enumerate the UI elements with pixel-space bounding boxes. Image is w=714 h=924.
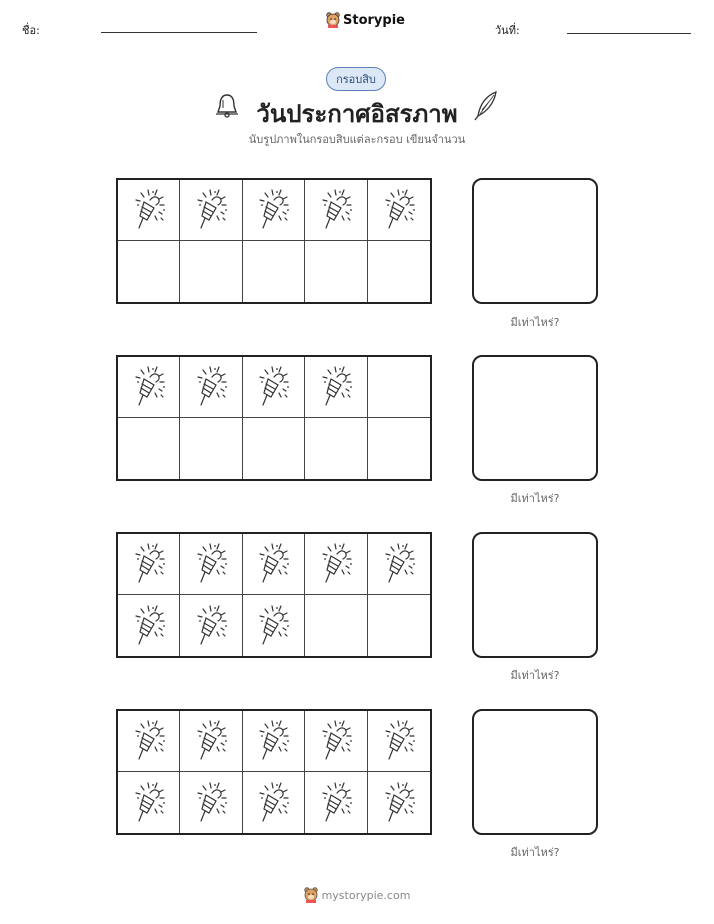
- firework-rocket-icon: [380, 717, 418, 765]
- firework-rocket-icon: [254, 602, 292, 650]
- worksheet-badge: กรอบสิบ: [326, 67, 386, 91]
- footer: [0, 887, 714, 903]
- frame-cell: [243, 180, 305, 241]
- answer-box-3[interactable]: [472, 532, 598, 658]
- frame-cell: [180, 595, 242, 656]
- frame-cell: [243, 241, 305, 302]
- firework-rocket-icon: [317, 363, 355, 411]
- date-line[interactable]: [567, 33, 691, 34]
- footer-url: mystorypie.com: [321, 888, 411, 902]
- date-label: วันที่:: [495, 24, 520, 37]
- firework-rocket-icon: [130, 717, 168, 765]
- bear-logo-icon: [326, 12, 340, 28]
- answer-prompt-1: มีเท่าไหร่?: [510, 316, 560, 329]
- instructions: นับรูปภาพในกรอบสิบแต่ละกรอบ เขียนจำนวน: [248, 133, 466, 146]
- frame-cell: [118, 534, 180, 595]
- frame-cell: [118, 772, 180, 833]
- frame-cell: [180, 180, 242, 241]
- frame-cell: [243, 534, 305, 595]
- firework-rocket-icon: [192, 186, 230, 234]
- frame-cell: [180, 241, 242, 302]
- frame-cell: [118, 241, 180, 302]
- firework-rocket-icon: [254, 779, 292, 827]
- firework-rocket-icon: [130, 779, 168, 827]
- answer-box-4[interactable]: [472, 709, 598, 835]
- frame-cell: [243, 772, 305, 833]
- firework-rocket-icon: [254, 717, 292, 765]
- frame-cell: [305, 534, 367, 595]
- firework-rocket-icon: [192, 779, 230, 827]
- firework-rocket-icon: [254, 363, 292, 411]
- frame-cell: [305, 595, 367, 656]
- name-line[interactable]: [101, 32, 257, 33]
- frame-cell: [305, 180, 367, 241]
- firework-rocket-icon: [380, 779, 418, 827]
- ten-frame-1: [116, 178, 432, 304]
- ten-frame-3: [116, 532, 432, 658]
- firework-rocket-icon: [130, 540, 168, 588]
- firework-rocket-icon: [192, 717, 230, 765]
- answer-prompt-4: มีเท่าไหร่?: [510, 846, 560, 859]
- firework-rocket-icon: [317, 717, 355, 765]
- frame-cell: [305, 772, 367, 833]
- answer-prompt-3: มีเท่าไหร่?: [510, 669, 560, 682]
- brand-name: Storypie: [343, 12, 405, 28]
- firework-rocket-icon: [380, 186, 418, 234]
- frame-cell: [243, 595, 305, 656]
- quill-icon: [472, 90, 500, 122]
- firework-rocket-icon: [192, 602, 230, 650]
- page-title: วันประกาศอิสรภาพ: [256, 100, 458, 128]
- firework-rocket-icon: [130, 363, 168, 411]
- firework-rocket-icon: [192, 540, 230, 588]
- frame-cell: [368, 180, 430, 241]
- ten-frame-2: [116, 355, 432, 481]
- frame-cell: [368, 772, 430, 833]
- frame-cell: [368, 357, 430, 418]
- frame-cell: [118, 418, 180, 479]
- frame-cell: [180, 418, 242, 479]
- answer-box-1[interactable]: [472, 178, 598, 304]
- firework-rocket-icon: [192, 363, 230, 411]
- frame-cell: [180, 357, 242, 418]
- firework-rocket-icon: [317, 540, 355, 588]
- frame-cell: [305, 241, 367, 302]
- frame-cell: [180, 534, 242, 595]
- bear-logo-icon: [304, 887, 318, 903]
- brand-logo: [326, 12, 405, 28]
- firework-rocket-icon: [380, 540, 418, 588]
- firework-rocket-icon: [130, 186, 168, 234]
- frame-cell: [243, 711, 305, 772]
- frame-cell: [118, 180, 180, 241]
- frame-cell: [118, 595, 180, 656]
- firework-rocket-icon: [254, 186, 292, 234]
- answer-prompt-2: มีเท่าไหร่?: [510, 492, 560, 505]
- name-label: ชื่อ:: [22, 24, 40, 37]
- frame-cell: [180, 772, 242, 833]
- answer-box-2[interactable]: [472, 355, 598, 481]
- firework-rocket-icon: [254, 540, 292, 588]
- ten-frame-4: [116, 709, 432, 835]
- frame-cell: [243, 357, 305, 418]
- firework-rocket-icon: [317, 779, 355, 827]
- frame-cell: [305, 357, 367, 418]
- frame-cell: [368, 418, 430, 479]
- frame-cell: [180, 711, 242, 772]
- frame-cell: [368, 595, 430, 656]
- firework-rocket-icon: [130, 602, 168, 650]
- frame-cell: [368, 711, 430, 772]
- frame-cell: [305, 418, 367, 479]
- frame-cell: [118, 711, 180, 772]
- frame-cell: [118, 357, 180, 418]
- frame-cell: [243, 418, 305, 479]
- frame-cell: [305, 711, 367, 772]
- frame-cell: [368, 534, 430, 595]
- frame-cell: [368, 241, 430, 302]
- firework-rocket-icon: [317, 186, 355, 234]
